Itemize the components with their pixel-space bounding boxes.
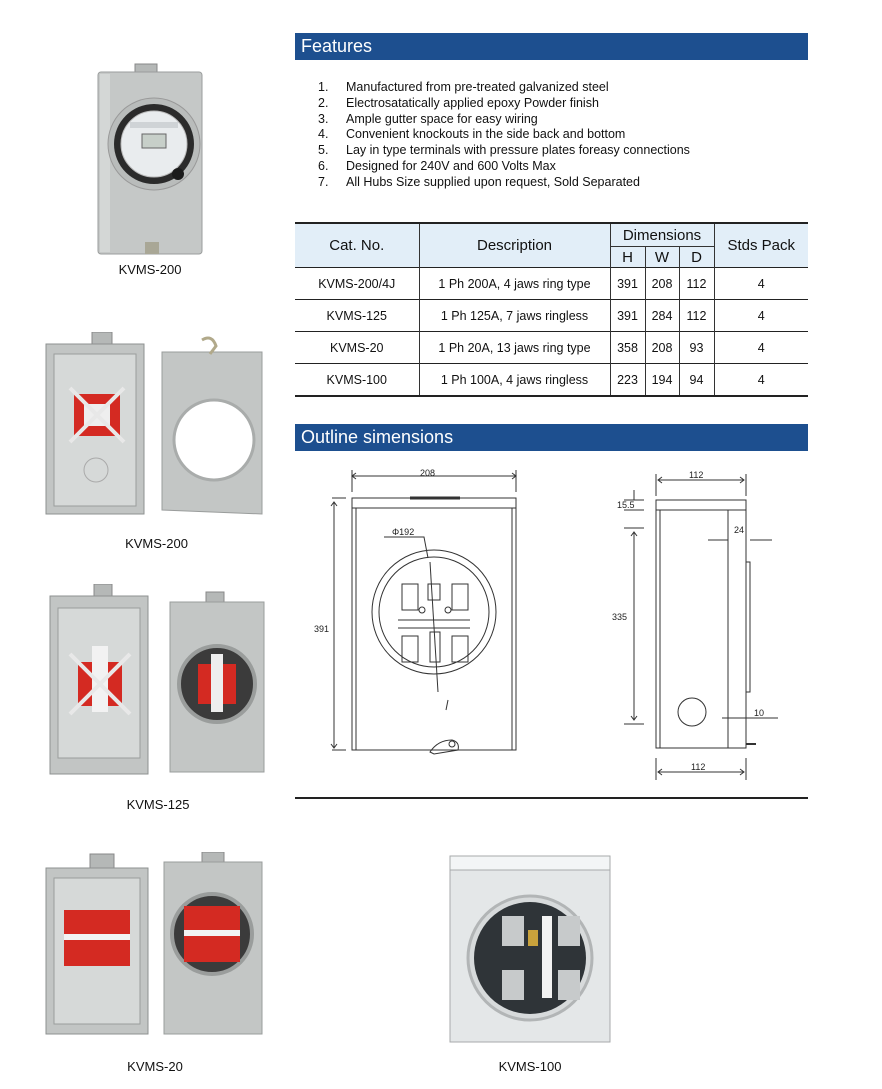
- cell-h: 391: [610, 300, 645, 332]
- cell-cat: KVMS-100: [295, 364, 419, 397]
- features-header: Features: [295, 33, 808, 60]
- dim-side-gutter: 24: [734, 525, 745, 535]
- cell-d: 94: [679, 364, 714, 397]
- cell-desc: 1 Ph 200A, 4 jaws ring type: [419, 268, 610, 300]
- cell-w: 284: [645, 300, 679, 332]
- cell-h: 391: [610, 268, 645, 300]
- cell-desc: 1 Ph 100A, 4 jaws ringless: [419, 364, 610, 397]
- cell-h: 358: [610, 332, 645, 364]
- cell-h: 223: [610, 364, 645, 397]
- cell-pack: 4: [714, 300, 808, 332]
- cell-w: 194: [645, 364, 679, 397]
- cell-w: 208: [645, 332, 679, 364]
- cell-pack: 4: [714, 268, 808, 300]
- cell-d: 112: [679, 268, 714, 300]
- header-w: W: [645, 247, 679, 268]
- side-view-drawing: [600, 462, 790, 788]
- feature-item: 6. Designed for 240V and 600 Volts Max: [318, 158, 556, 173]
- caption-photo-2: KVMS-200: [125, 536, 188, 551]
- product-photo-kvms-200-open: [44, 332, 269, 517]
- feature-item: 7. All Hubs Size supplied upon request, Sold Separated: [318, 174, 640, 189]
- dim-side-inner-height: 335: [612, 612, 628, 622]
- front-view-drawing: [310, 462, 535, 772]
- caption-photo-1: KVMS-200: [118, 262, 182, 277]
- product-photo-kvms-100: [446, 852, 614, 1047]
- outline-header: Outline simensions: [295, 424, 808, 451]
- product-photo-kvms-125: [48, 584, 268, 776]
- cell-cat: KVMS-200/4J: [295, 268, 419, 300]
- cell-cat: KVMS-125: [295, 300, 419, 332]
- spec-table: [295, 222, 808, 397]
- cell-pack: 4: [714, 364, 808, 397]
- section-divider: [295, 797, 808, 799]
- dim-front-width: 208: [420, 468, 436, 478]
- cell-cat: KVMS-20: [295, 332, 419, 364]
- cell-pack: 4: [714, 332, 808, 364]
- caption-photo-5: KVMS-100: [498, 1059, 562, 1074]
- dim-side-bottom-gap: 10: [754, 708, 765, 718]
- cell-desc: 1 Ph 20A, 13 jaws ring type: [419, 332, 610, 364]
- dim-side-offset-top: 15.5: [617, 500, 635, 510]
- caption-photo-4: KVMS-20: [127, 1059, 183, 1074]
- dim-front-diameter: Φ192: [392, 527, 415, 537]
- feature-item: 5. Lay in type terminals with pressure plates foreasy connections: [318, 143, 690, 158]
- feature-item: 1. Manufactured from pre-treated galvanized steel: [318, 80, 609, 94]
- header-cat-no: Cat. No.: [295, 223, 419, 268]
- header-stds-pack: Stds Pack: [714, 223, 808, 268]
- table-row: [295, 268, 808, 300]
- cell-d: 112: [679, 300, 714, 332]
- table-row: [295, 300, 808, 332]
- header-d: D: [679, 247, 714, 268]
- table-row: [295, 364, 808, 397]
- table-row: [295, 332, 808, 364]
- feature-item: 2. Electrosatatically applied epoxy Powder finish: [318, 95, 599, 110]
- cell-w: 208: [645, 268, 679, 300]
- cell-d: 93: [679, 332, 714, 364]
- product-photo-kvms-20: [44, 852, 266, 1037]
- dim-side-depth-top: 112: [689, 470, 704, 480]
- feature-item: 4. Convenient knockouts in the side back and bottom: [318, 127, 626, 142]
- header-dimensions: Dimensions: [610, 223, 714, 247]
- dim-side-depth-bottom: 112: [691, 762, 706, 772]
- caption-photo-3: KVMS-125: [126, 797, 190, 812]
- cell-desc: 1 Ph 125A, 7 jaws ringless: [419, 300, 610, 332]
- header-description: Description: [419, 223, 610, 268]
- dim-front-height: 391: [314, 624, 330, 634]
- header-h: H: [610, 247, 645, 268]
- features-list: [318, 80, 690, 191]
- feature-item: 3. Ample gutter space for easy wiring: [318, 111, 538, 126]
- product-photo-kvms-200-meter: [90, 62, 210, 262]
